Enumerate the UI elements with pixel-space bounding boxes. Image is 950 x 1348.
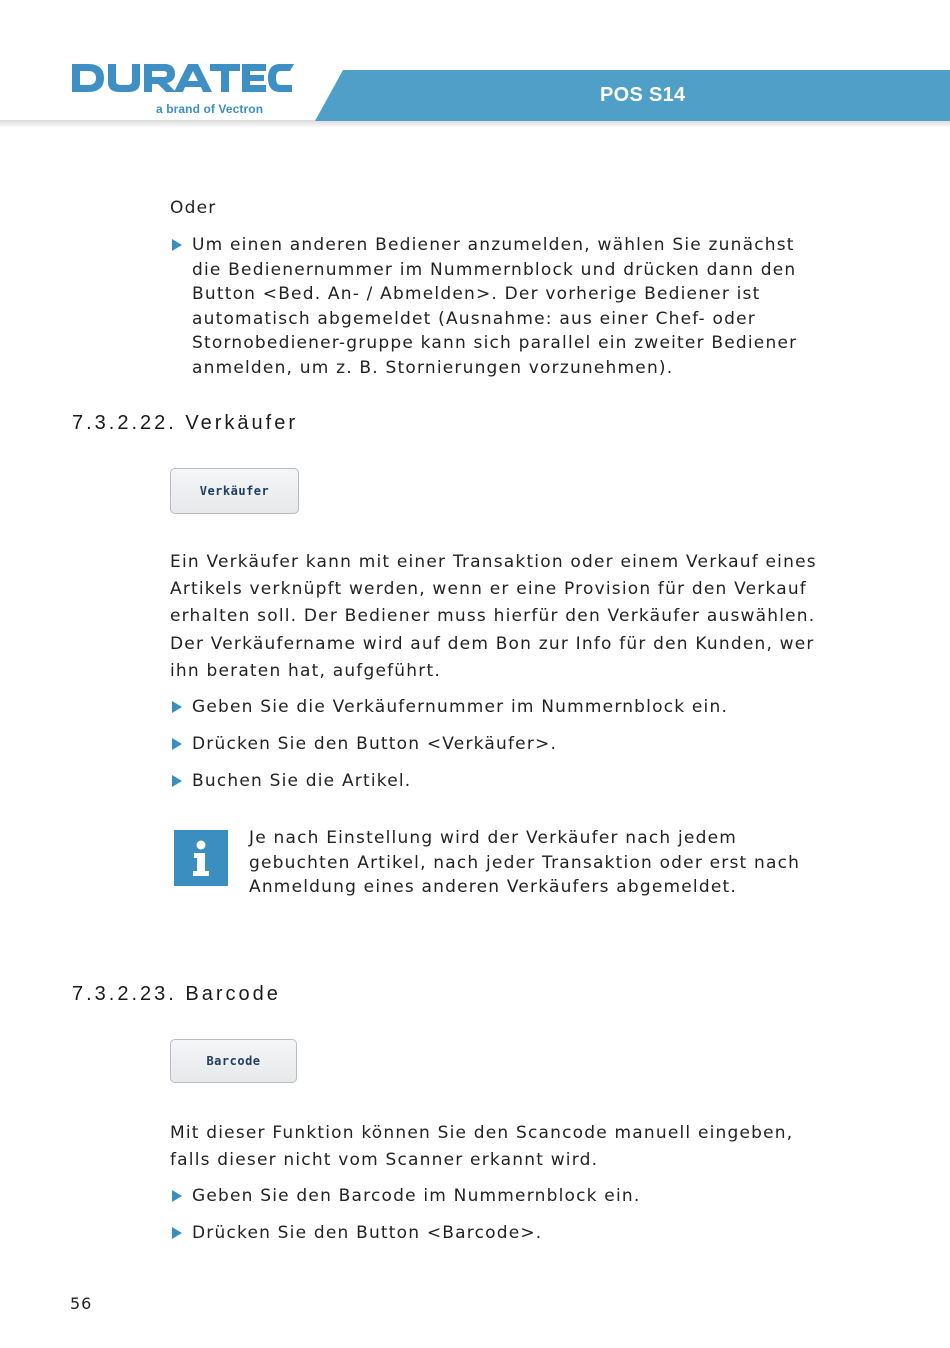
oder-label: Oder — [170, 198, 217, 218]
list-item-text: Geben Sie den Barcode im Nummernblock ein. — [192, 1186, 641, 1206]
list-item — [170, 769, 830, 794]
bullet-arrow-icon — [172, 701, 182, 713]
verkaeufer-paragraph: Ein Verkäufer kann mit einer Transaktion oder einem Verkauf eines Artikels verknüpft werden, wenn er eine Provision für den Verkauf erhalten soll. Der Bediener muss hierfür den Verkäufer auswählen. Der Verkäufername wird auf dem Bon zur Info für den Kunden, wer ihn beraten hat, aufgeführt. — [170, 552, 817, 681]
product-title: POS S14 — [600, 84, 686, 106]
section-heading-barcode: 7.3.2.23. Barcode — [72, 983, 281, 1005]
list-item-text: Geben Sie die Verkäufernummer im Nummernblock ein. — [192, 697, 729, 717]
page-header — [0, 0, 950, 130]
section-heading-verkaeufer: 7.3.2.22. Verkäufer — [72, 412, 299, 434]
bullet-arrow-icon — [172, 1227, 182, 1239]
info-note: Je nach Einstellung wird der Verkäufer nach jedem gebuchten Artikel, nach jeder Transaktion oder erst nach Anmeldung eines anderen Verkäufers abgemeldet. — [249, 828, 801, 897]
list-item — [170, 695, 830, 720]
list-item — [170, 233, 830, 380]
duratec-logo — [70, 62, 296, 102]
barcode-paragraph: Mit dieser Funktion können Sie den Scancode manuell eingeben, falls dieser nicht vom Scanner erkannt wird. — [170, 1123, 794, 1171]
list-item-text: Drücken Sie den Button <Verkäufer>. — [192, 734, 558, 754]
list-item-text: Buchen Sie die Artikel. — [192, 771, 412, 791]
list-item — [170, 1184, 830, 1209]
page-number: 56 — [70, 1294, 93, 1313]
barcode-button[interactable]: Barcode — [170, 1039, 297, 1083]
list-item — [170, 732, 830, 757]
bullet-arrow-icon — [172, 1190, 182, 1202]
brand-subtitle: a brand of Vectron — [156, 102, 264, 116]
verkaeufer-button[interactable]: Verkäufer — [170, 468, 299, 514]
list-item-text: Um einen anderen Bediener anzumelden, wählen Sie zunächst die Bedienernummer im Nummernblock und drücken dann den Button <Bed. An- / Abmelden>. Der vorherige Bediener ist automatisch abgemeldet (Ausnahme: aus einer Chef- oder Stornobediener-gruppe kann sich parallel ein zweiter Bediener anmelden, um z. B. Stornierungen vorzunehmen). — [192, 235, 798, 378]
bullet-arrow-icon — [172, 775, 182, 787]
bullet-arrow-icon — [172, 239, 182, 251]
list-item-text: Drücken Sie den Button <Barcode>. — [192, 1223, 543, 1243]
list-item — [170, 1221, 830, 1246]
bullet-arrow-icon — [172, 738, 182, 750]
info-icon — [174, 830, 228, 886]
